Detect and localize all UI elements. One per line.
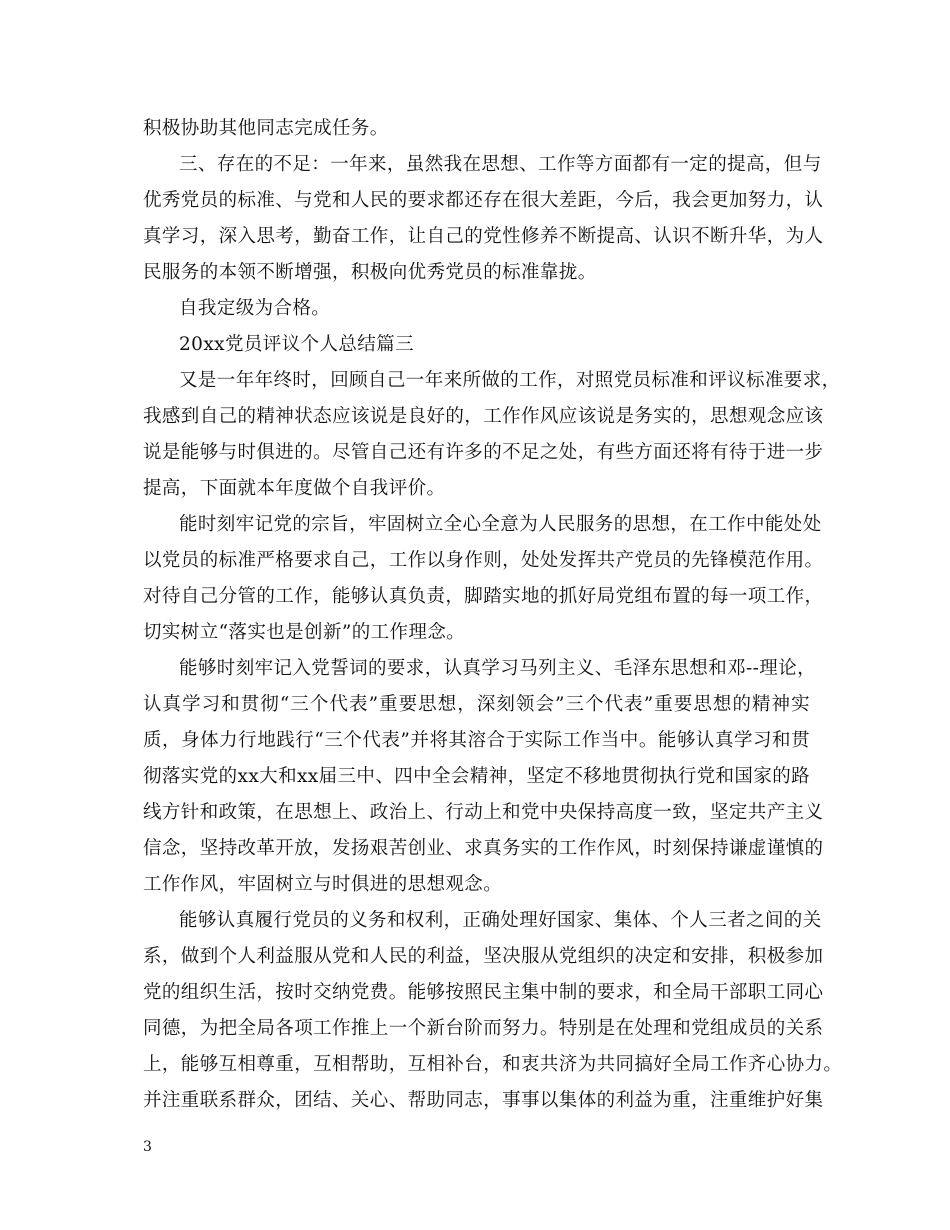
section-heading: 20xx党员评议个人总结篇三 <box>179 334 415 355</box>
text-line: 能时刻牢记党的宗旨，牢固树立全心全意为人民服务的思想，在工作中能处处 <box>179 514 822 535</box>
text-line: 我感到自己的精神状态应该说是良好的，工作作风应该说是务实的，思想观念应该 <box>143 406 824 427</box>
text-line: 又是一年年终时，回顾自己一年来所做的工作，对照党员标准和评议标准要求， <box>179 370 841 391</box>
text-line: 能够时刻牢记入党誓词的要求，认真学习马列主义、毛泽东思想和邓--理论， <box>179 658 817 679</box>
text-line: 线方针和政策，在思想上、政治上、行动上和党中央保持高度一致，坚定共产主义 <box>143 802 824 823</box>
text-line: 信念，坚持改革开放，发扬艰苦创业、求真务实的工作作风，时刻保持谦虚谨慎的 <box>143 838 824 859</box>
text-line: 认真学习和贯彻“三个代表”重要思想，深刻领会”三个代表”重要思想的精神实 <box>143 694 810 715</box>
text-line: 工作作风，牢固树立与时俱进的思想观念。 <box>143 874 503 895</box>
text-line: 积极协助其他同志完成任务。 <box>143 118 389 139</box>
text-line: 真学习，深入思考，勤奋工作，让自己的党性修养不断提高、认识不断升华，为人 <box>143 226 824 247</box>
text-line: 彻落实党的xx大和xx届三中、四中全会精神，坚定不移地贯彻执行党和国家的路 <box>143 766 811 787</box>
text-line: 上，能够互相尊重，互相帮助，互相补台，和衷共济为共同搞好全局工作齐心协力。 <box>143 1054 843 1075</box>
text-line: 切实树立“落实也是创新”的工作理念。 <box>143 622 466 643</box>
page-number: 3 <box>143 1139 152 1155</box>
text-line: 民服务的本领不断增强，积极向优秀党员的标准靠拢。 <box>143 262 597 283</box>
text-line: 党的组织生活，按时交纳党费。能够按照民主集中制的要求，和全局干部职工同心 <box>143 982 824 1003</box>
text-line: 能够认真履行党员的义务和权利，正确处理好国家、集体、个人三者之间的关 <box>179 910 822 931</box>
text-line: 以党员的标准严格要求自己，工作以身作则，处处发挥共产党员的先锋模范作用。 <box>143 550 824 571</box>
text-line: 提高，下面就本年度做个自我评价。 <box>143 478 446 499</box>
text-line: 自我定级为合格。 <box>179 298 331 319</box>
text-line: 并注重联系群众，团结、关心、帮助同志，事事以集体的利益为重，注重维护好集 <box>143 1090 824 1111</box>
text-line: 三、存在的不足：一年来，虽然我在思想、工作等方面都有一定的提高，但与 <box>179 154 822 175</box>
text-line: 质，身体力行地践行“三个代表”并将其溶合于实际工作当中。能够认真学习和贯 <box>143 730 810 751</box>
text-line: 同德，为把全局各项工作推上一个新台阶而努力。特别是在处理和党组成员的关系 <box>143 1018 824 1039</box>
text-line: 说是能够与时俱进的。尽管自己还有许多的不足之处，有些方面还将有待于进一步 <box>143 442 824 463</box>
text-line: 系，做到个人利益服从党和人民的利益，坚决服从党组织的决定和安排，积极参加 <box>143 946 824 967</box>
text-line: 优秀党员的标准、与党和人民的要求都还存在很大差距，今后，我会更加努力，认 <box>143 190 824 211</box>
text-line: 对待自己分管的工作，能够认真负责，脚踏实地的抓好局党组布置的每一项工作， <box>143 586 824 607</box>
